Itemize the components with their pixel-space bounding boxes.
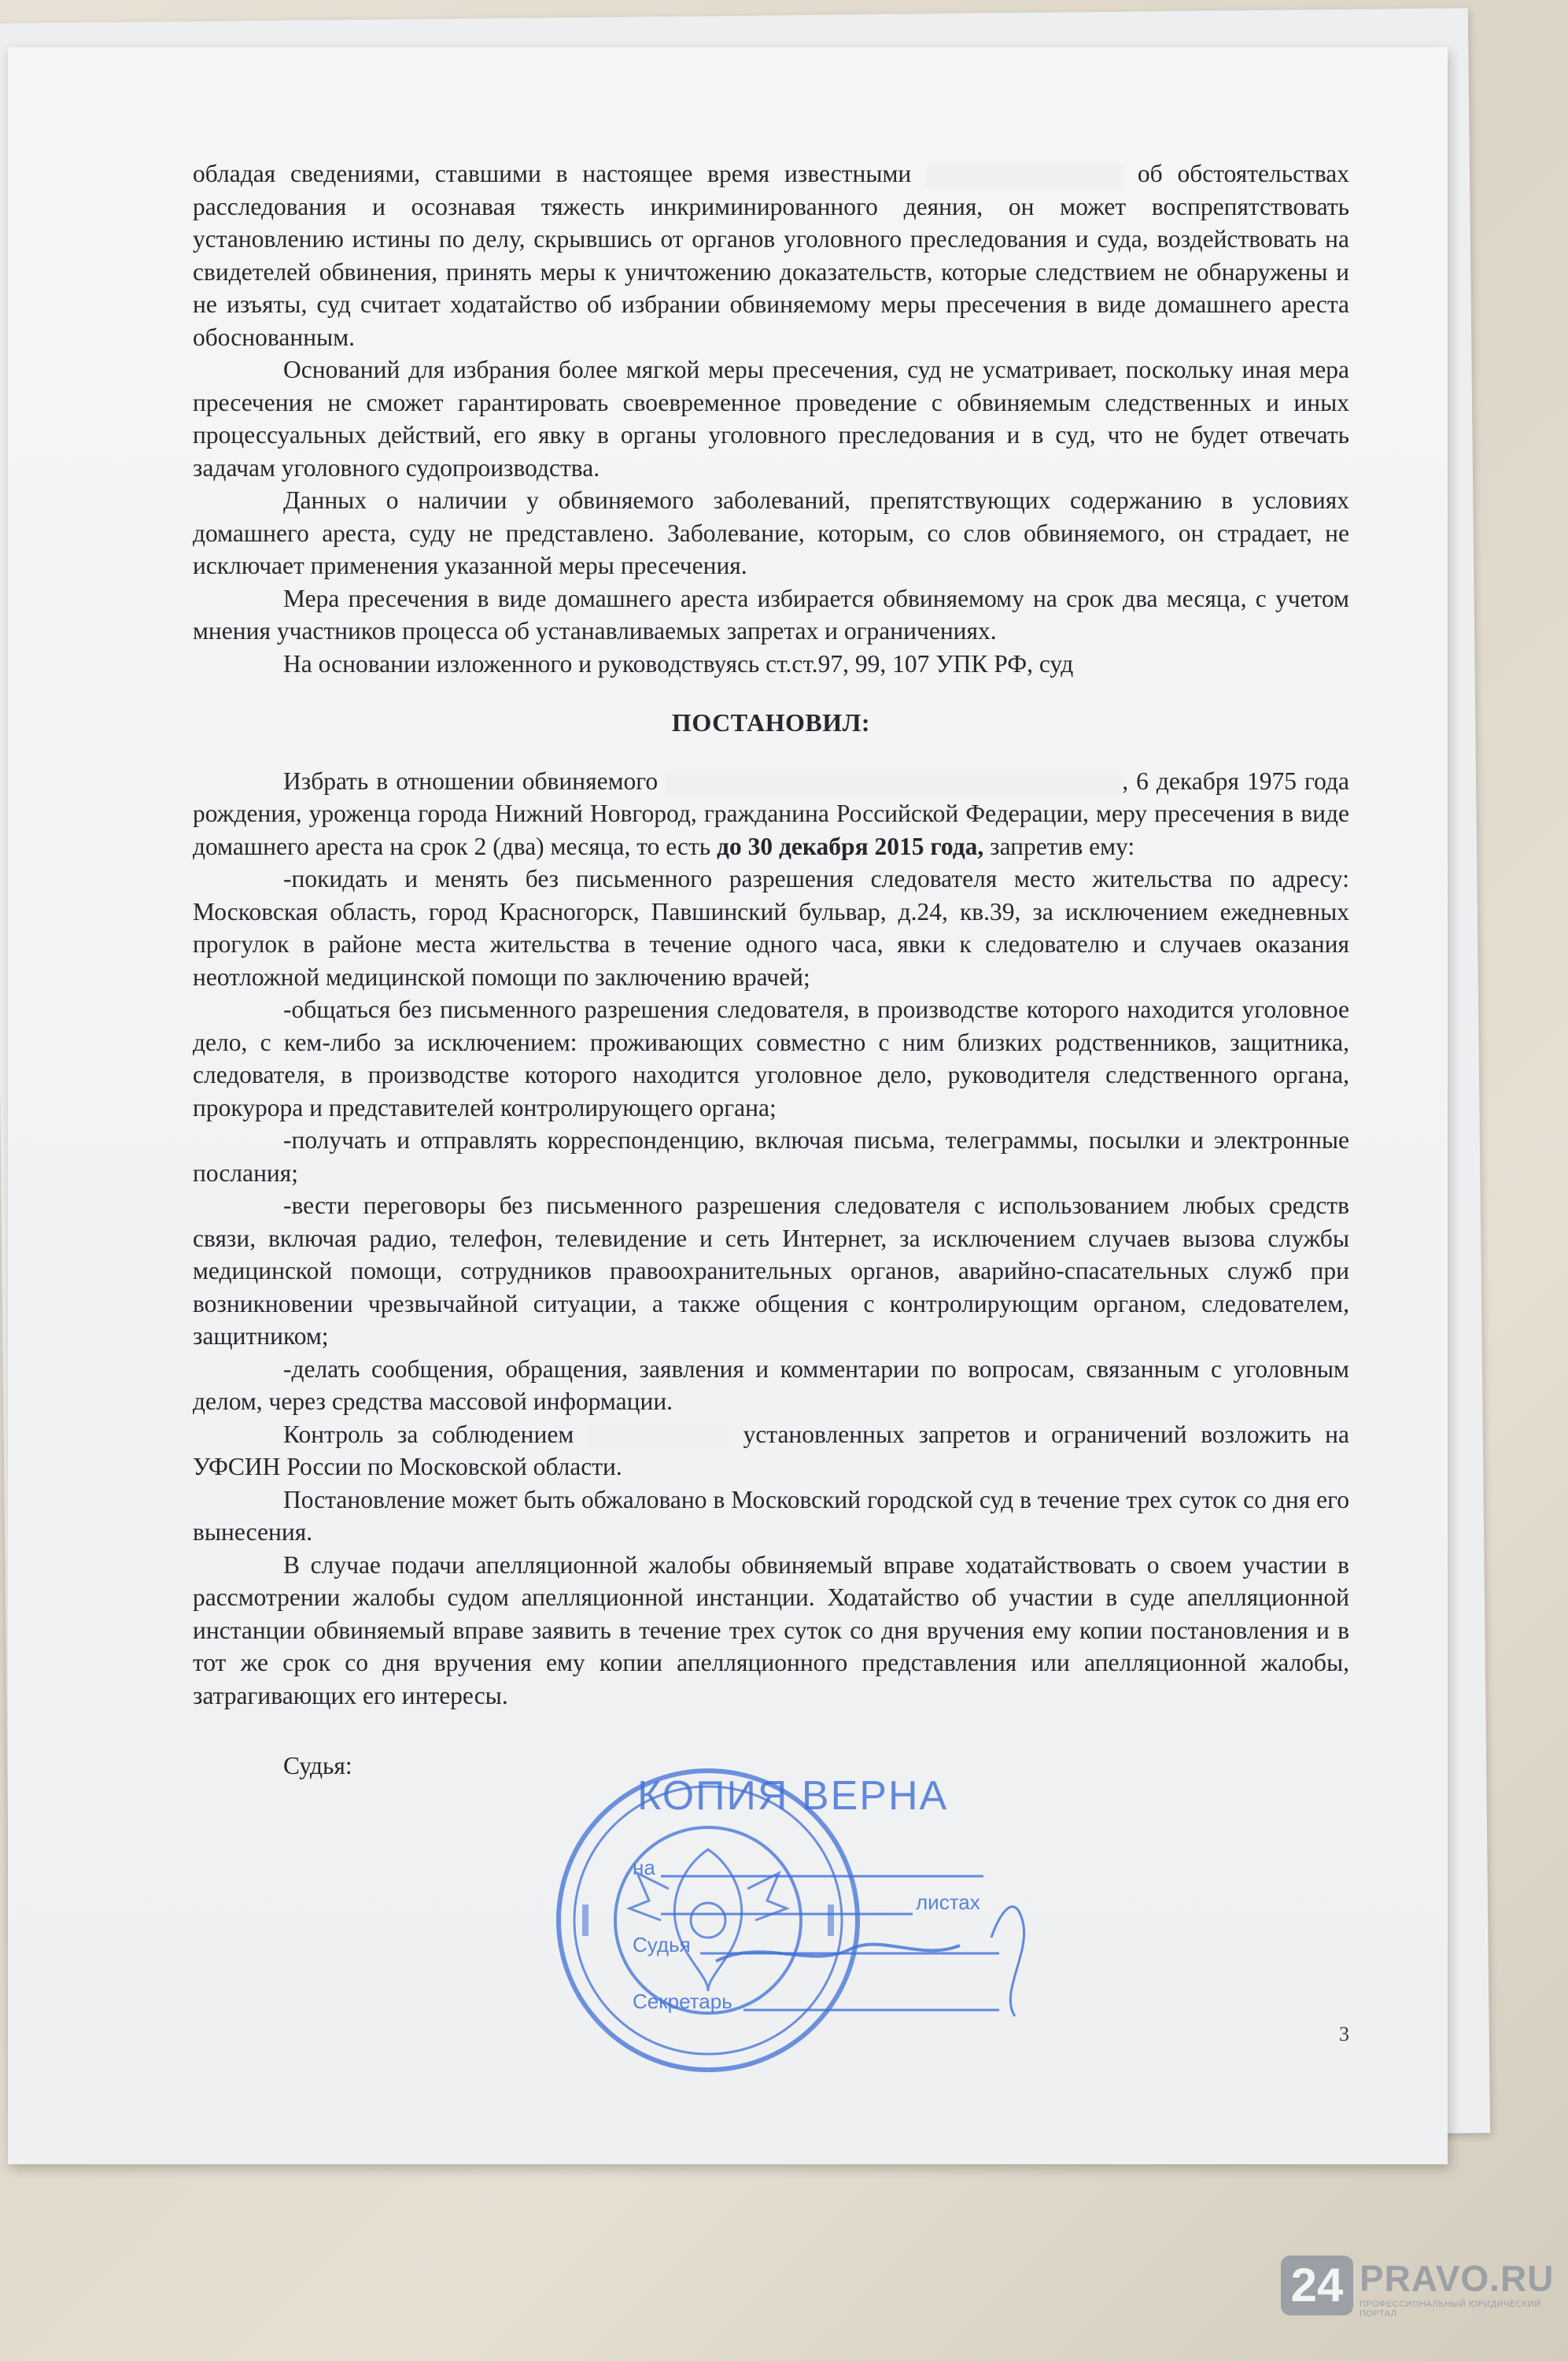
decision-start: Избрать в отношении обвиняемого xyxy=(283,767,659,795)
decision-end: запретив ему: xyxy=(990,832,1135,860)
intro-text-end: об xyxy=(1137,160,1163,187)
control-end: установленных запретов и ограничений возложить на УФСИН России по Московской области. xyxy=(193,1420,1350,1480)
ban-item-residence: -покидать и менять без письменного разрешения следователя место жительства по адресу: Московская область, город Красногорск, Павшинский бульвар, д.24, кв.39, за исключением ежедневных прогулок в районе места жительства в течение одного часа, явки к следователю и случаев оказания неотложной медицинской помощи по заключению врачей; xyxy=(193,865,1349,991)
paragraph-appeal: Постановление может быть обжаловано в Московский городской суд в течение трех суток со дня его вынесения. xyxy=(193,1485,1349,1546)
stamp-judge-label: Судья xyxy=(633,1933,691,1956)
page-number: 3 xyxy=(1339,2023,1349,2045)
paragraph-decision xyxy=(193,765,1349,863)
stamp-header: КОПИЯ ВЕРНА xyxy=(637,1773,949,1819)
redacted-name xyxy=(926,164,1123,188)
stamp-sheets-label: листах xyxy=(916,1890,980,1914)
stamp-on-label: на xyxy=(633,1856,655,1879)
paragraph-appeal-participation: В случае подачи апелляционной жалобы обвиняемый вправе ходатайствовать о своем участии в рассмотрении жалобы судом апелляционной инстанции. Ходатайство об участии в суде апелляционной инстанции обвиняемый вправе заявить в течение трех суток со дня вручения ему копии постановления и в тот же срок со дня вручения ему копии апелляционного представления или апелляционной жалобы, затрагивающих его интересы. xyxy=(193,1550,1349,1709)
paragraph-health: Данных о наличии у обвиняемого заболеваний, препятствующих содержанию в условиях домашнего ареста, суду не представлено. Заболевание, которым, со слов обвиняемого, он страдает, не исключает применения указанной меры пресечения. xyxy=(193,486,1349,579)
ban-item-negotiations: -вести переговоры без письменного разрешения следователя с использованием любых средств связи, включая радио, телефон, телевидение и сеть Интернет, за исключением случаев вызова службы медицинской помощи, сотрудников правоохранительных органов, аварийно-спасательных служб при возникновении чрезвычайной ситуации, а также общения с контролирующим органом, следователем, защитником; xyxy=(193,1192,1349,1350)
decision-mid: , 6 декабря 1975 года рождения, уроженца города Нижний Новгород, гражданина Российской Федерации, меру пресечения в виде домашнего ареста на срок 2 (два) месяца, то есть xyxy=(193,767,1349,860)
redacted-name-control xyxy=(588,1424,729,1448)
paragraph-term: Мера пресечения в виде домашнего ареста избирается обвиняемому на срок два месяца, с учетом мнения участников процесса об устанавливаемых запретах и ограничениях. xyxy=(193,584,1349,645)
redacted-accused-name xyxy=(666,771,1122,795)
ban-item-correspondence: -получать и отправлять корреспонденцию, включая письма, телеграммы, посылки и электронные послания; xyxy=(193,1126,1349,1187)
certified-copy-stamp xyxy=(606,1772,1078,2024)
control-start: Контроль за соблюдением xyxy=(283,1420,574,1448)
intro-text-start: обладая сведениями, ставшими в настоящее время известными xyxy=(193,160,912,187)
paragraph-basis: На основании изложенного и руководствуясь ст.ст.97, 99, 107 УПК РФ, суд xyxy=(283,649,1074,678)
stamp-secretary-label: Секретарь xyxy=(633,1990,732,2013)
ban-item-media: -делать сообщения, обращения, заявления и комментарии по вопросам, связанным с уголовным делом, через средства массовой информации. xyxy=(193,1354,1349,1415)
judge-signature-label: Судья: xyxy=(283,1752,352,1779)
paragraph-grounds: Оснований для избрания более мягкой меры пресечения, суд не усматривает, поскольку иная мера пресечения не сможет гарантировать своевременное проведение с обвиняемым следственных и иных процессуальных действий, его явку в органы уголовного преследования и в суд, что не будет отвечать задачам уголовного судопроизводства. xyxy=(193,356,1349,482)
site-tagline: ПРОФЕССИОНАЛЬНЫЙ ЮРИДИЧЕСКИЙ ПОРТАЛ xyxy=(1360,2300,1541,2319)
site-logo-icon: 24 xyxy=(1281,2256,1353,2315)
site-name: PRAVO.RU xyxy=(1360,2258,1555,2299)
decision-deadline: до 30 декабря 2015 года, xyxy=(717,832,984,860)
intro-text-rest: обстоятельствах расследования и осознавая тяжесть инкриминированного деяния, он может воспрепятствовать установлению истины по делу, скрывшись от органов уголовного преследования и суда, воздействовать на свидетелей обвинения, принять меры к уничтожению доказательств, которые следствием не обнаружены и не изъяты, суд считает ходатайство об избрании обвиняемому меры пресечения в виде домашнего ареста обоснованным. xyxy=(193,160,1350,351)
paragraph-control xyxy=(193,1418,1349,1483)
stamp-lines-icon xyxy=(606,1772,1078,2024)
document-body xyxy=(193,157,1349,1783)
site-watermark xyxy=(1281,2252,1555,2323)
ban-item-communication: -общаться без письменного разрешения следователя, в производстве которого находится уголовное дело, с кем-либо за исключением: проживающих совместно с ним близких родственников, защитника, следователя, в производстве которого находится уголовное дело, руководителя следственного органа, прокурора и представителей контролирующего органа; xyxy=(193,996,1349,1121)
decision-heading: ПОСТАНОВИЛ: xyxy=(671,708,871,737)
paragraph-intro xyxy=(193,157,1349,353)
